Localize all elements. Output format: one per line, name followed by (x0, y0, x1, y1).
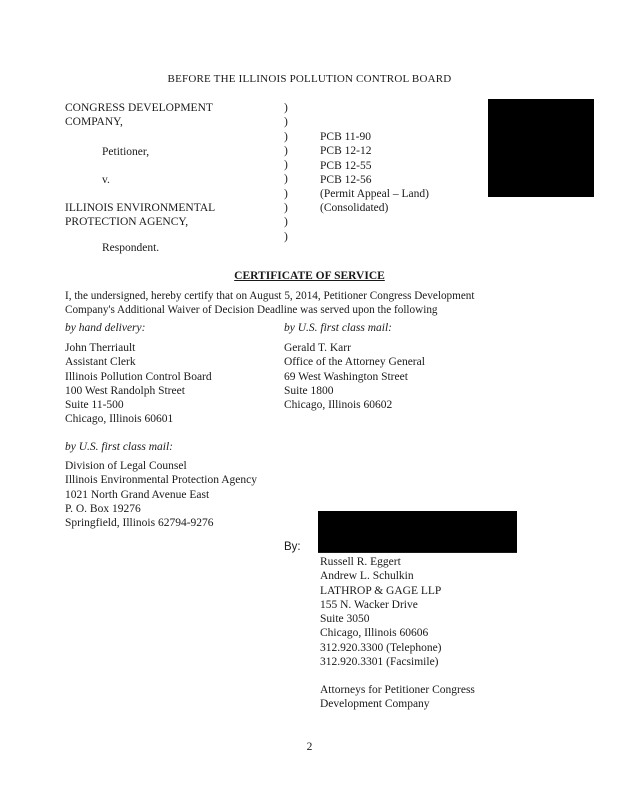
case-type: (Permit Appeal – Land) (320, 188, 429, 201)
service-address-clerk: John Therriault Assistant Clerk Illinois Pollution Control Board 100 West Randolph Street Suite 11-500 Chicago, Illinois 60601 (65, 342, 212, 426)
signature-line (318, 552, 517, 553)
board-title: BEFORE THE ILLINOIS POLLUTION CONTROL BOARD (167, 73, 452, 85)
service-address-legal-counsel: Division of Legal Counsel Illinois Environmental Protection Agency 1021 North Grand Avenue East P. O. Box 19276 Springfield, Illinois 62794-9276 (65, 460, 257, 530)
service-method-hand-delivery: by hand delivery: (65, 322, 146, 334)
case-number: PCB 12-56 (320, 173, 372, 186)
service-method-first-class-mail: by U.S. first class mail: (284, 322, 392, 334)
caption-case-numbers (320, 130, 429, 216)
redaction-box-signature (318, 511, 517, 552)
caption-respondent-name: ILLINOIS ENVIRONMENTAL PROTECTION AGENCY, (65, 202, 216, 229)
service-address-attorney-general: Gerald T. Karr Office of the Attorney General 69 West Washington Street Suite 1800 Chicago, Illinois 60602 (284, 342, 425, 412)
signer-block: Russell R. Eggert Andrew L. Schulkin LATHROP & GAGE LLP 155 N. Wacker Drive Suite 3050 Chicago, Illinois 60606 312.920.3300 (Telephone) 312.920.3301 (Facsimile) (320, 556, 442, 669)
signature-by-label: By: (284, 541, 301, 553)
caption-versus: v. (102, 174, 110, 186)
case-number: PCB 12-55 (320, 159, 372, 172)
certificate-body: I, the undersigned, hereby certify that on August 5, 2014, Petitioner Congress Development Company's Additional Waiver of Decision Deadline was served upon the following (65, 290, 475, 317)
caption-petitioner-name: CONGRESS DEVELOPMENT COMPANY, (65, 102, 213, 129)
page-number: 2 (306, 741, 313, 753)
caption-petitioner-label: Petitioner, (102, 146, 150, 158)
case-number: PCB 11-90 (320, 131, 372, 143)
service-method-first-class-mail-2: by U.S. first class mail: (65, 441, 173, 453)
caption-paren-column: ) ) ) ) ) ) ) ) ) ) (284, 102, 288, 243)
attorneys-for: Attorneys for Petitioner Congress Development Company (320, 684, 475, 711)
certificate-title: CERTIFICATE OF SERVICE (234, 270, 385, 282)
case-consolidated: (Consolidated) (320, 202, 389, 215)
caption-respondent-label: Respondent. (102, 242, 160, 254)
redaction-box-stamp (488, 99, 594, 197)
case-number: PCB 12-12 (320, 145, 372, 158)
